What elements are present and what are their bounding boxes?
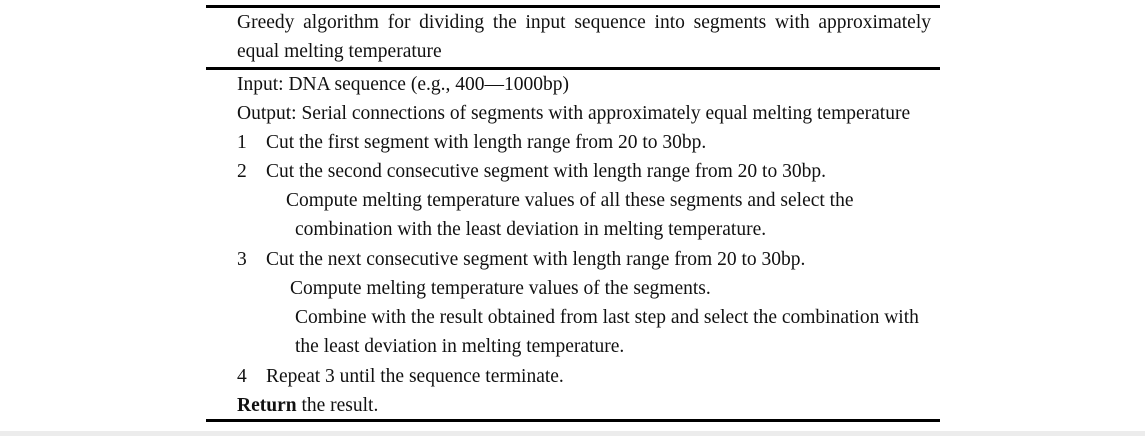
step-number: 1	[237, 132, 247, 153]
step-2-substep-1: Compute melting temperature values of all these segments and select the	[286, 190, 854, 211]
header-rule	[206, 67, 940, 70]
step-number: 3	[237, 249, 247, 270]
step-3-substep-1: Compute melting temperature values of the segments.	[290, 278, 711, 299]
return-keyword: Return	[237, 395, 297, 416]
top-rule	[206, 5, 940, 8]
step-3-substep-2: Combine with the result obtained from last step and select the combination with	[295, 307, 919, 328]
step-3-substep-3: the least deviation in melting temperature.	[295, 336, 625, 357]
output-line: Output: Serial connections of segments with approximately equal melting temperature	[237, 103, 911, 124]
step-text: Cut the second consecutive segment with length range from 20 to 30bp.	[266, 161, 826, 182]
step-number: 4	[237, 366, 247, 387]
step-2-substep-2: combination with the least deviation in melting temperature.	[295, 219, 767, 240]
step-text: Cut the next consecutive segment with length range from 20 to 30bp.	[266, 249, 806, 270]
step-text: Repeat 3 until the sequence terminate.	[266, 366, 564, 387]
bottom-strip	[0, 431, 1145, 436]
return-line	[237, 394, 378, 418]
return-text: the result.	[296, 395, 379, 416]
step-number: 2	[237, 161, 247, 182]
input-line: Input: DNA sequence (e.g., 400—1000bp)	[237, 74, 569, 95]
algorithm-title-line-1: Greedy algorithm for dividing the input sequence into segments with approximately	[237, 12, 931, 33]
algorithm-table	[206, 5, 940, 422]
bottom-rule	[206, 419, 940, 422]
algorithm-title-line-2: equal melting temperature	[237, 41, 442, 62]
step-text: Cut the first segment with length range from 20 to 30bp.	[266, 132, 707, 153]
